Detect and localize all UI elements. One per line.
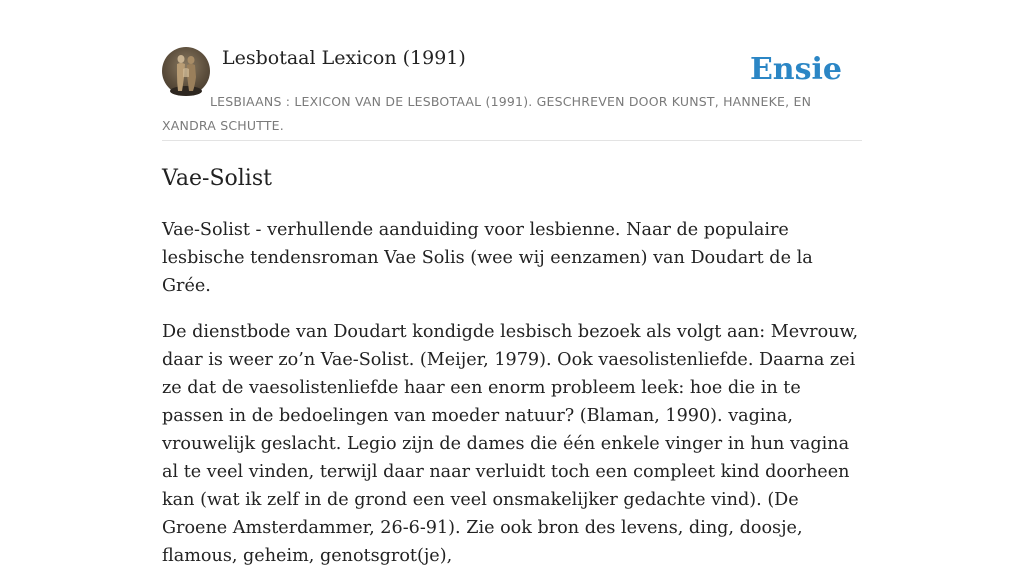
source-description: LESBIAANS : LEXICON VAN DE LESBOTAAL (1991). GESCHREVEN DOOR KUNST, HANNEKE, EN XANDRA SCHUTTE. [162, 94, 812, 133]
entry-paragraph: Vae-Solist - verhullende aanduiding voor lesbienne. Naar de populaire lesbische tendensroman Vae Solis (wee wij eenzamen) van Doudart de la Grée. [162, 220, 813, 296]
entry-title: Vae-Solist [162, 166, 272, 191]
source-avatar[interactable] [162, 47, 210, 95]
source-header [162, 46, 862, 141]
entry-paragraph: De dienstbode van Doudart kondigde lesbisch bezoek als volgt aan: Mevrouw, daar is weer zo’n Vae-Solist. (Meijer, 1979). Ook vaesolistenliefde. Daarna zei ze dat de vaesolistenliefde haar een enorm probleem leek: hoe die in te passen in de bedoelingen van moeder natuur? (Blaman, 1990). vagina, vrouwelijk geslacht. Legio zijn de dames die één enkele vinger in hun vagina al te veel vinden, terwijl daar naar verluidt toch een compleet kind doorheen kan (wat ik zelf in de grond een veel onsmakelijker gedachte vind). (De Groene Amsterdammer, 26-6-91). Zie ook bron des levens, ding, doosje, flamous, geheim, genotsgrot(je), [162, 322, 859, 566]
sculpture-thumbnail-icon [162, 47, 210, 95]
brand-logo[interactable]: Ensie [749, 52, 842, 87]
entry-body [162, 216, 862, 588]
source-title[interactable]: Lesbotaal Lexicon (1991) [222, 47, 466, 69]
